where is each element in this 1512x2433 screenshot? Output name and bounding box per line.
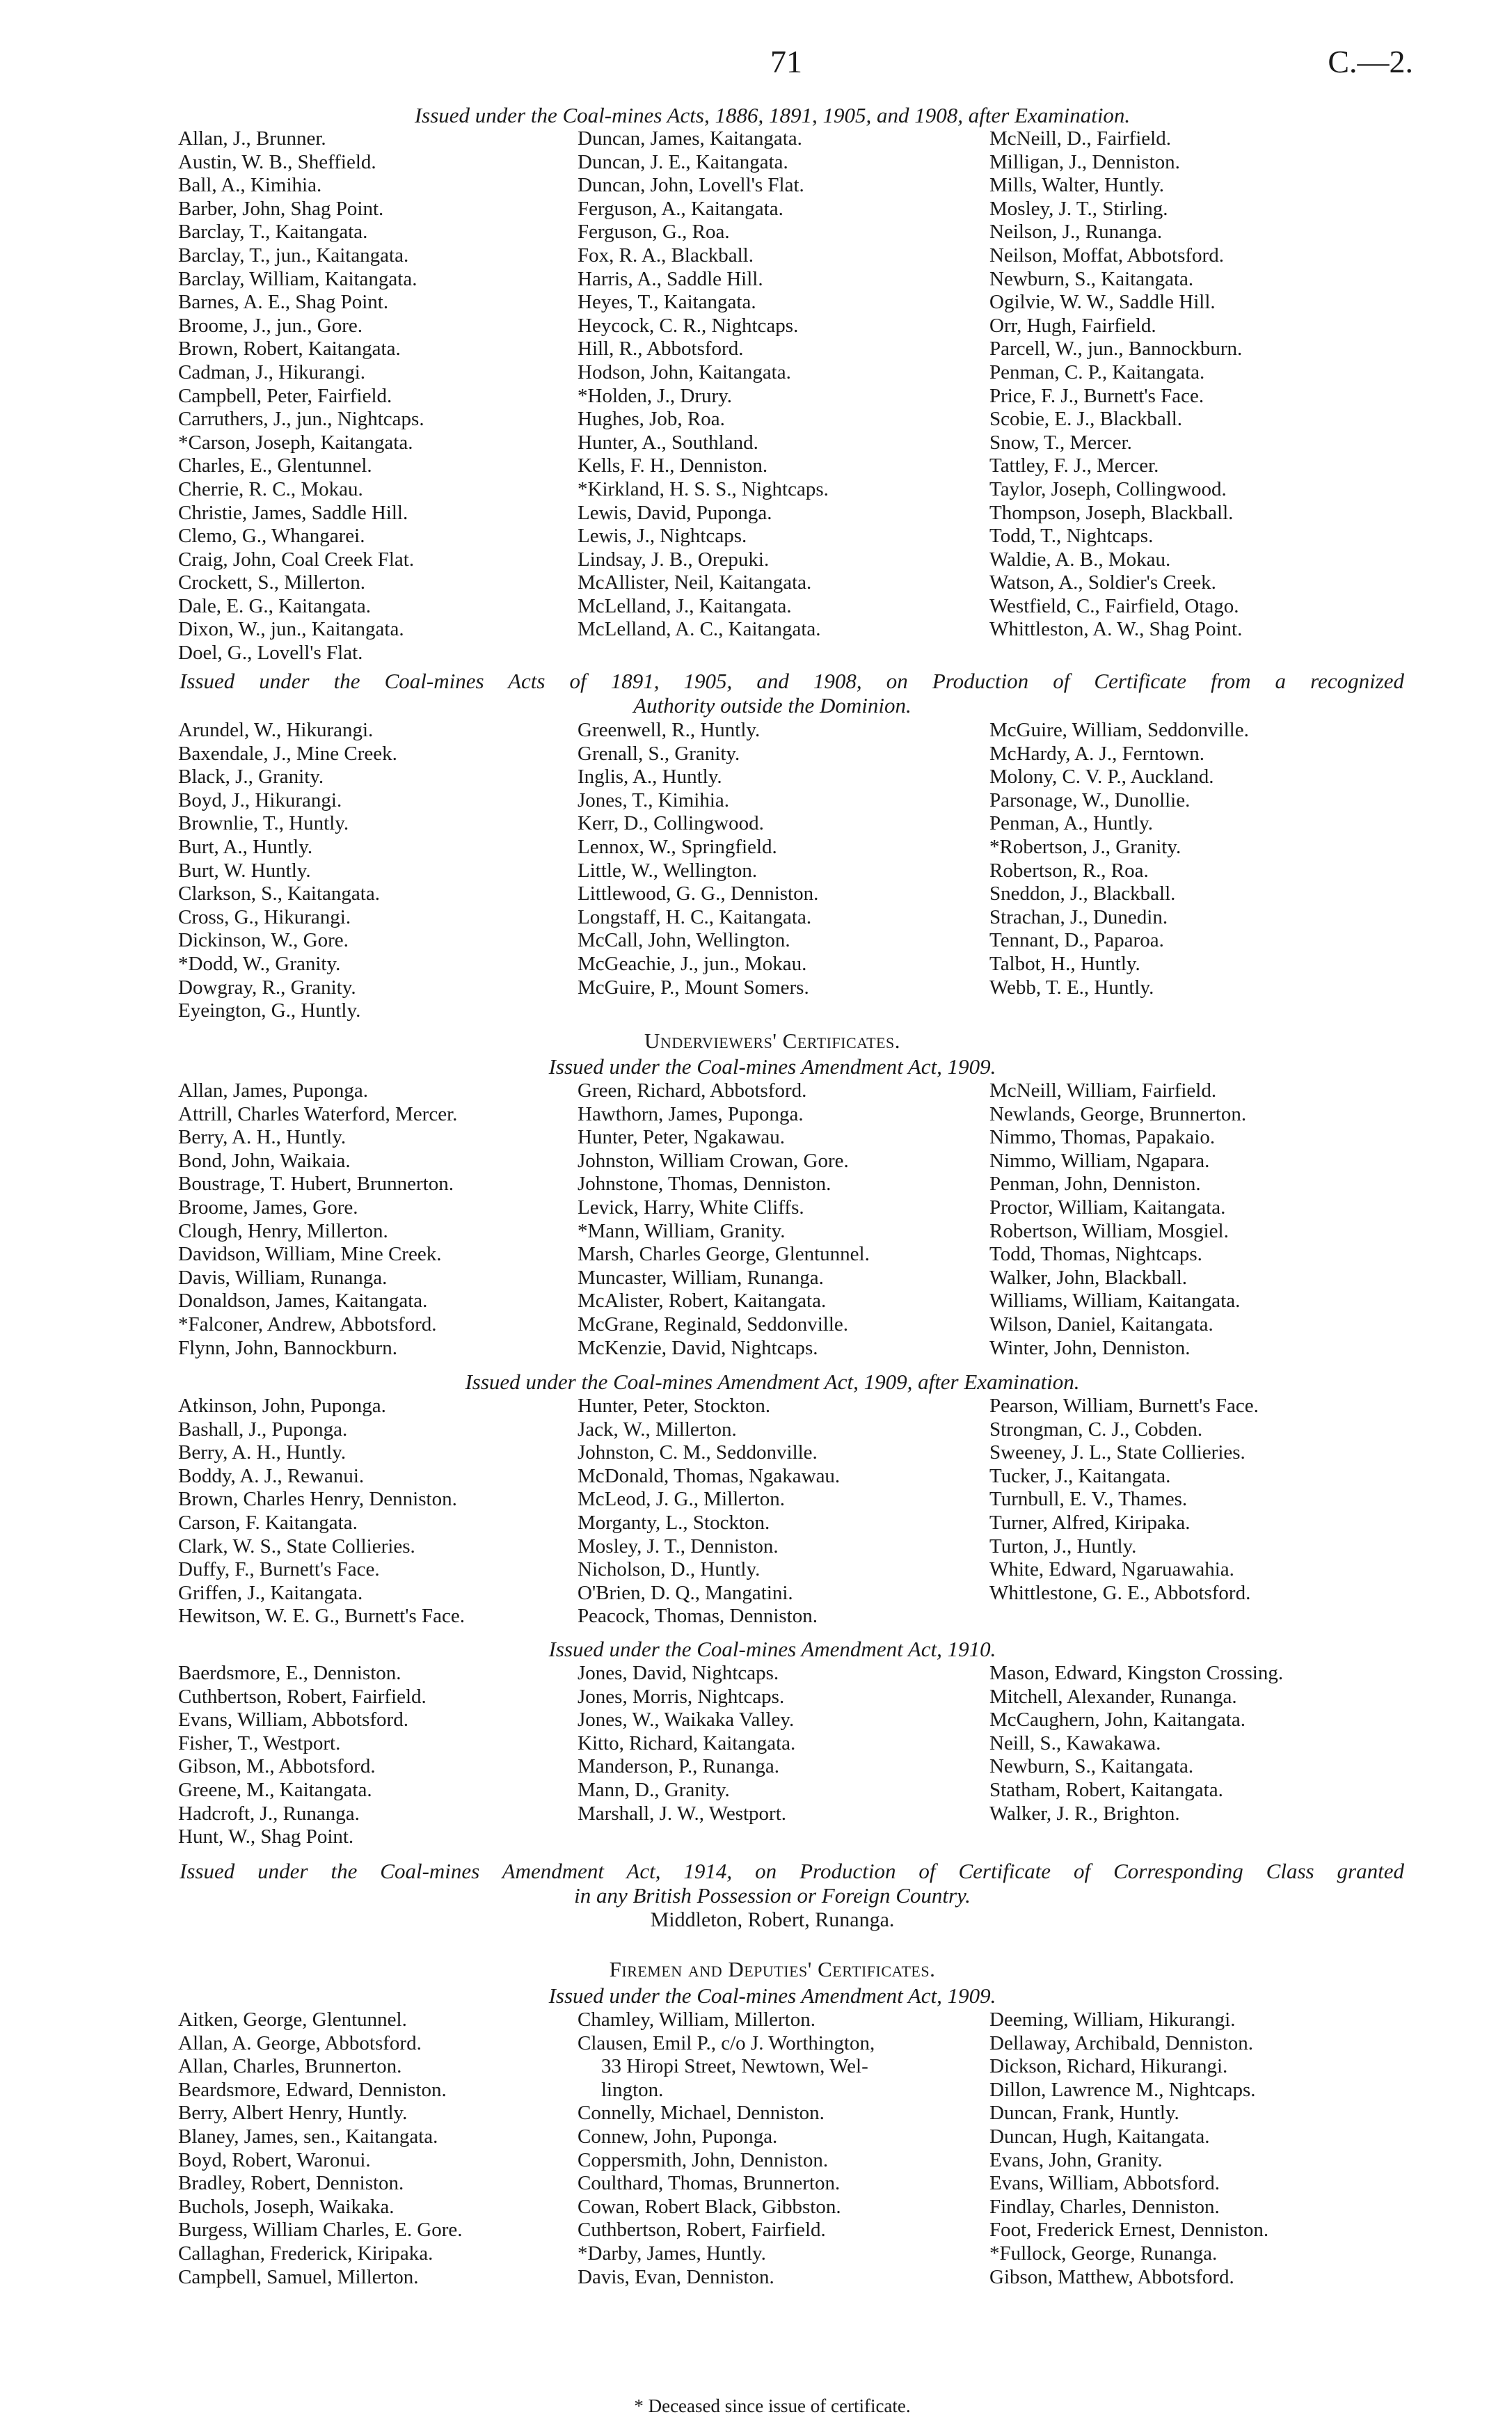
list-item: Tucker, J., Kaitangata. [989, 1464, 1171, 1487]
list-item: Orr, Hugh, Fairfield. [989, 314, 1156, 337]
list-item: Aitken, George, Glentunnel. [178, 2008, 407, 2031]
list-item: Newlands, George, Brunnerton. [989, 1102, 1247, 1125]
list-item: Ferguson, A., Kaitangata. [578, 197, 783, 220]
list-item: Snow, T., Mercer. [989, 431, 1132, 454]
list-item: Morganty, L., Stockton. [578, 1511, 770, 1534]
list-item: Waldie, A. B., Mokau. [989, 548, 1171, 571]
list-item: Evans, William, Abbotsford. [989, 2172, 1220, 2195]
list-item: Lindsay, J. B., Orepuki. [578, 548, 770, 571]
list-item: McLelland, J., Kaitangata. [578, 594, 792, 617]
list-item: Broome, J., jun., Gore. [178, 314, 363, 337]
list-item: Evans, John, Granity. [989, 2148, 1163, 2171]
list-item: Watson, A., Soldier's Creek. [989, 571, 1216, 594]
list-item: Mann, D., Granity. [578, 1778, 730, 1801]
list-item: McKenzie, David, Nightcaps. [578, 1336, 818, 1359]
list-item: McGeachie, J., jun., Mokau. [578, 952, 807, 975]
list-item: Bond, John, Waikaia. [178, 1149, 351, 1172]
list-item: White, Edward, Ngaruawahia. [989, 1558, 1234, 1581]
list-item: Johnstone, Thomas, Denniston. [578, 1173, 831, 1196]
list-item: Berry, Albert Henry, Huntly. [178, 2102, 408, 2125]
list-item: Greenwell, R., Huntly. [578, 719, 761, 741]
name-column [989, 719, 1249, 999]
list-item: Dillon, Lawrence M., Nightcaps. [989, 2078, 1256, 2101]
list-item: Kerr, D., Collingwood. [578, 812, 764, 835]
list-item: Nimmo, William, Ngapara. [989, 1149, 1210, 1172]
list-item: Neill, S., Kawakawa. [989, 1731, 1161, 1754]
list-item: Duncan, John, Lovell's Flat. [578, 174, 804, 197]
name-column [178, 1395, 465, 1628]
list-item: Jones, David, Nightcaps. [578, 1662, 779, 1684]
list-item: Allan, A. George, Abbotsford. [178, 2031, 422, 2054]
name-column [178, 1662, 427, 1849]
list-item: Turton, J., Huntly. [989, 1535, 1137, 1558]
section-heading-continued: in any British Possession or Foreign Country. [574, 1883, 971, 1908]
section-heading: Issued under the Coal-mines Acts of 1891, 1905, and 1908, on Production of Certificate from a recognized [180, 669, 1404, 693]
list-item: Atkinson, John, Puponga. [178, 1395, 386, 1417]
name-column [578, 1395, 840, 1628]
list-item: Little, W., Wellington. [578, 859, 758, 882]
list-item: Cadman, J., Hikurangi. [178, 360, 366, 383]
list-item: Grenall, S., Granity. [578, 742, 740, 765]
list-item: Carruthers, J., jun., Nightcaps. [178, 408, 424, 431]
list-item: Lewis, J., Nightcaps. [578, 525, 747, 548]
list-item: Dellaway, Archibald, Denniston. [989, 2031, 1254, 2054]
name-column [578, 719, 818, 999]
list-item: Craig, John, Coal Creek Flat. [178, 548, 415, 571]
list-item: Johnston, C. M., Seddonville. [578, 1441, 818, 1464]
list-item: Walker, John, Blackball. [989, 1266, 1188, 1289]
list-item: Austin, W. B., Sheffield. [178, 150, 376, 173]
list-item: Hunter, A., Southland. [578, 431, 758, 454]
list-item: Boddy, A. J., Rewanui. [178, 1464, 365, 1487]
list-item: Lennox, W., Springfield. [578, 835, 777, 858]
list-item: Fox, R. A., Blackball. [578, 244, 754, 267]
list-item: Cuthbertson, Robert, Fairfield. [578, 2219, 826, 2242]
list-item: Statham, Robert, Kaitangata. [989, 1778, 1223, 1801]
list-item: *Robertson, J., Granity. [989, 835, 1181, 858]
list-item: Barclay, T., jun., Kaitangata. [178, 244, 409, 267]
list-item: *Mann, William, Granity. [578, 1219, 786, 1242]
list-item: Thompson, Joseph, Blackball. [989, 501, 1234, 524]
list-item: Turnbull, E. V., Thames. [989, 1488, 1188, 1511]
list-item: 33 Hiropi Street, Newtown, Wel- [601, 2055, 868, 2078]
name-column [989, 1662, 1283, 1825]
list-item: Nicholson, D., Huntly. [578, 1558, 761, 1581]
list-item: Hadcroft, J., Runanga. [178, 1802, 360, 1825]
list-item: McNeill, William, Fairfield. [989, 1079, 1217, 1102]
list-item: *Dodd, W., Granity. [178, 952, 341, 975]
list-item: Newburn, S., Kaitangata. [989, 267, 1194, 290]
list-item: Burt, A., Huntly. [178, 835, 313, 858]
list-item: Manderson, P., Runanga. [578, 1755, 779, 1778]
list-item: McCaughern, John, Kaitangata. [989, 1709, 1246, 1731]
list-item: Strongman, C. J., Cobden. [989, 1418, 1203, 1441]
list-item: *Kirkland, H. S. S., Nightcaps. [578, 477, 829, 500]
list-item: Baerdsmore, E., Denniston. [178, 1662, 401, 1684]
list-item: Wilson, Daniel, Kaitangata. [989, 1313, 1213, 1336]
list-item: Boyd, J., Hikurangi. [178, 788, 342, 811]
list-item: Jack, W., Millerton. [578, 1418, 737, 1441]
list-item: Fisher, T., Westport. [178, 1731, 341, 1754]
name-column [989, 127, 1242, 642]
list-item: Hughes, Job, Roa. [578, 408, 725, 431]
list-item: Allan, Charles, Brunnerton. [178, 2055, 402, 2078]
list-item: Williams, William, Kaitangata. [989, 1290, 1241, 1313]
list-item: *Fullock, George, Runanga. [989, 2242, 1218, 2265]
name-column [178, 127, 424, 665]
list-item: Davis, Evan, Denniston. [578, 2265, 774, 2288]
list-item: Dale, E. G., Kaitangata. [178, 594, 372, 617]
name-column [578, 1662, 795, 1825]
list-item: Mosley, J. T., Stirling. [989, 197, 1168, 220]
list-item: Hawthorn, James, Puponga. [578, 1102, 804, 1125]
list-item: Clark, W. S., State Collieries. [178, 1535, 415, 1558]
section-heading: Issued under the Coal-mines Amendment Act, 1909, after Examination. [465, 1370, 1080, 1394]
list-item: Brownlie, T., Huntly. [178, 812, 349, 835]
list-item: Mills, Walter, Huntly. [989, 174, 1165, 197]
list-item: McGuire, P., Mount Somers. [578, 976, 809, 999]
list-item: Dixon, W., jun., Kaitangata. [178, 618, 404, 641]
list-item: Burt, W. Huntly. [178, 859, 311, 882]
list-item: Ogilvie, W. W., Saddle Hill. [989, 291, 1216, 314]
list-item: Heycock, C. R., Nightcaps. [578, 314, 799, 337]
list-item: Mason, Edward, Kingston Crossing. [989, 1662, 1284, 1684]
list-item: McAlister, Robert, Kaitangata. [578, 1290, 827, 1313]
section-heading: Issued under the Coal-mines Amendment Act, 1909. [548, 1983, 996, 2008]
list-item: Campbell, Peter, Fairfield. [178, 384, 392, 407]
name-column [989, 1395, 1259, 1605]
list-item: Clemo, G., Whangarei. [178, 525, 365, 548]
list-item: Marshall, J. W., Westport. [578, 1802, 787, 1825]
list-item: *Darby, James, Huntly. [578, 2242, 766, 2265]
list-item: Westfield, C., Fairfield, Otago. [989, 594, 1239, 617]
list-item: Clausen, Emil P., c/o J. Worthington, [578, 2031, 875, 2054]
list-item: Duncan, Hugh, Kaitangata. [989, 2125, 1210, 2148]
list-item: Cross, G., Hikurangi. [178, 905, 351, 928]
list-item: Parsonage, W., Dunollie. [989, 788, 1191, 811]
list-item: Scobie, E. J., Blackball. [989, 408, 1183, 431]
list-item: Jones, T., Kimihia. [578, 788, 730, 811]
name-column [578, 127, 829, 642]
certificate-entry: Middleton, Robert, Runanga. [650, 1908, 895, 1931]
list-item: McGrane, Reginald, Seddonville. [578, 1313, 848, 1336]
name-column [989, 2008, 1268, 2289]
list-item: Winter, John, Denniston. [989, 1336, 1191, 1359]
list-item: Webb, T. E., Huntly. [989, 976, 1154, 999]
section-heading: Issued under the Coal-mines Acts, 1886, 1891, 1905, and 1908, after Examination. [414, 103, 1131, 127]
list-item: Whittleston, A. W., Shag Point. [989, 618, 1243, 641]
list-item: Barclay, T., Kaitangata. [178, 221, 368, 244]
list-item: Ball, A., Kimihia. [178, 174, 322, 197]
list-item: Deeming, William, Hikurangi. [989, 2008, 1236, 2031]
list-item: Boustrage, T. Hubert, Brunnerton. [178, 1173, 454, 1196]
list-item: Jones, W., Waikaka Valley. [578, 1709, 795, 1731]
list-item: Cherrie, R. C., Mokau. [178, 477, 363, 500]
list-item: McGuire, William, Seddonville. [989, 719, 1249, 741]
list-item: Dickinson, W., Gore. [178, 929, 349, 952]
list-item: Pearson, William, Burnett's Face. [989, 1395, 1259, 1417]
list-item: Hill, R., Abbotsford. [578, 338, 744, 360]
list-item: McAllister, Neil, Kaitangata. [578, 571, 812, 594]
list-item: Gibson, M., Abbotsford. [178, 1755, 376, 1778]
section-heading: Issued under the Coal-mines Amendment Act, 1914, on Production of Certificate of Corresponding Class granted [180, 1859, 1404, 1883]
list-item: Flynn, John, Bannockburn. [178, 1336, 397, 1359]
list-item: Foot, Frederick Ernest, Denniston. [989, 2219, 1269, 2242]
list-item: Barber, John, Shag Point. [178, 197, 384, 220]
list-item: Callaghan, Frederick, Kiripaka. [178, 2242, 433, 2265]
list-item: Barnes, A. E., Shag Point. [178, 291, 389, 314]
list-item: Connelly, Michael, Denniston. [578, 2102, 825, 2125]
list-item: Walker, J. R., Brighton. [989, 1802, 1180, 1825]
list-item: Price, F. J., Burnett's Face. [989, 384, 1204, 407]
list-item: McHardy, A. J., Ferntown. [989, 742, 1205, 765]
name-column [178, 719, 397, 1023]
list-item: Buchols, Joseph, Waikaka. [178, 2195, 395, 2218]
list-item: Inglis, A., Huntly. [578, 766, 722, 788]
list-item: Boyd, Robert, Waronui. [178, 2148, 371, 2171]
list-item: Proctor, William, Kaitangata. [989, 1196, 1226, 1219]
name-column [178, 2008, 463, 2289]
list-item: Mosley, J. T., Denniston. [578, 1535, 779, 1558]
list-item: Ferguson, G., Roa. [578, 221, 730, 244]
list-item: Davidson, William, Mine Creek. [178, 1243, 442, 1266]
list-item: *Falconer, Andrew, Abbotsford. [178, 1313, 437, 1336]
list-item: Mitchell, Alexander, Runanga. [989, 1685, 1237, 1708]
list-item: Barclay, William, Kaitangata. [178, 267, 417, 290]
list-item: Turner, Alfred, Kiripaka. [989, 1511, 1191, 1534]
list-item: Allan, J., Brunner. [178, 127, 326, 150]
list-item: Penman, C. P., Kaitangata. [989, 360, 1205, 383]
list-item: Milligan, J., Denniston. [989, 150, 1180, 173]
list-item: Lewis, David, Puponga. [578, 501, 772, 524]
list-item: Dowgray, R., Granity. [178, 976, 356, 999]
section-heading-continued: Authority outside the Dominion. [633, 693, 912, 718]
list-item: Broome, James, Gore. [178, 1196, 358, 1219]
list-item: Donaldson, James, Kaitangata. [178, 1290, 428, 1313]
list-item: Jones, Morris, Nightcaps. [578, 1685, 785, 1708]
section-heading: Issued under the Coal-mines Amendment Act, 1909. [548, 1054, 996, 1079]
list-item: Taylor, Joseph, Collingwood. [989, 477, 1227, 500]
list-item: O'Brien, D. Q., Mangatini. [578, 1581, 793, 1604]
list-item: Connew, John, Puponga. [578, 2125, 778, 2148]
list-item: Johnston, William Crowan, Gore. [578, 1149, 849, 1172]
certificate-class-title: Underviewers' Certificates. [644, 1029, 900, 1053]
list-item: Griffen, J., Kaitangata. [178, 1581, 363, 1604]
list-item: Heyes, T., Kaitangata. [578, 291, 756, 314]
list-item: Coulthard, Thomas, Brunnerton. [578, 2172, 841, 2195]
list-item: Duffy, F., Burnett's Face. [178, 1558, 380, 1581]
list-item: Talbot, H., Huntly. [989, 952, 1140, 975]
list-item: Blaney, James, sen., Kaitangata. [178, 2125, 438, 2148]
list-item: Evans, William, Abbotsford. [178, 1709, 408, 1731]
list-item: Molony, C. V. P., Auckland. [989, 766, 1214, 788]
list-item: Attrill, Charles Waterford, Mercer. [178, 1102, 458, 1125]
list-item: lington. [601, 2078, 664, 2101]
list-item: Kells, F. H., Denniston. [578, 454, 768, 477]
list-item: McLeod, J. G., Millerton. [578, 1488, 786, 1511]
list-item: Neilson, J., Runanga. [989, 221, 1163, 244]
list-item: Charles, E., Glentunnel. [178, 454, 372, 477]
list-item: Carson, F. Kaitangata. [178, 1511, 358, 1534]
list-item: Baxendale, J., Mine Creek. [178, 742, 397, 765]
list-item: Eyeington, G., Huntly. [178, 999, 361, 1022]
list-item: Duncan, Frank, Huntly. [989, 2102, 1179, 2125]
page-number: 71 [770, 44, 802, 79]
list-item: Marsh, Charles George, Glentunnel. [578, 1243, 870, 1266]
list-item: Burgess, William Charles, E. Gore. [178, 2219, 463, 2242]
list-item: McDonald, Thomas, Ngakawau. [578, 1464, 841, 1487]
list-item: Clarkson, S., Kaitangata. [178, 882, 380, 905]
list-item: Greene, M., Kaitangata. [178, 1778, 372, 1801]
list-item: Duncan, James, Kaitangata. [578, 127, 802, 150]
name-column [578, 1079, 870, 1360]
list-item: Muncaster, William, Runanga. [578, 1266, 824, 1289]
list-item: Hunter, Peter, Stockton. [578, 1395, 771, 1417]
list-item: Brown, Charles Henry, Denniston. [178, 1488, 457, 1511]
list-item: Berry, A. H., Huntly. [178, 1126, 347, 1149]
list-item: Newburn, S., Kaitangata. [989, 1755, 1194, 1778]
list-item: Dickson, Richard, Hikurangi. [989, 2055, 1228, 2078]
list-item: Peacock, Thomas, Denniston. [578, 1605, 818, 1628]
list-item: Longstaff, H. C., Kaitangata. [578, 905, 812, 928]
list-item: Doel, G., Lovell's Flat. [178, 642, 363, 665]
name-column [178, 1079, 457, 1360]
name-column [989, 1079, 1246, 1360]
list-item: Black, J., Granity. [178, 766, 324, 788]
list-item: Sneddon, J., Blackball. [989, 882, 1176, 905]
list-item: Whittlestone, G. E., Abbotsford. [989, 1581, 1251, 1604]
list-item: Nimmo, Thomas, Papakaio. [989, 1126, 1216, 1149]
list-item: Cuthbertson, Robert, Fairfield. [178, 1685, 427, 1708]
list-item: Arundel, W., Hikurangi. [178, 719, 374, 741]
list-item: McNeill, D., Fairfield. [989, 127, 1171, 150]
list-item: Neilson, Moffat, Abbotsford. [989, 244, 1224, 267]
list-item: Hunter, Peter, Ngakawau. [578, 1126, 786, 1149]
list-item: Todd, T., Nightcaps. [989, 525, 1154, 548]
list-item: Harris, A., Saddle Hill. [578, 267, 763, 290]
list-item: Bradley, Robert, Denniston. [178, 2172, 404, 2195]
list-item: Strachan, J., Dunedin. [989, 905, 1168, 928]
list-item: Tattley, F. J., Mercer. [989, 454, 1159, 477]
list-item: Chamley, William, Millerton. [578, 2008, 815, 2031]
footnote: * Deceased since issue of certificate. [634, 2395, 911, 2416]
list-item: Gibson, Matthew, Abbotsford. [989, 2265, 1234, 2288]
list-item: Clough, Henry, Millerton. [178, 1219, 388, 1242]
list-item: Littlewood, G. G., Denniston. [578, 882, 819, 905]
list-item: Robertson, William, Mosgiel. [989, 1219, 1229, 1242]
list-item: McCall, John, Wellington. [578, 929, 790, 952]
list-item: Christie, James, Saddle Hill. [178, 501, 408, 524]
list-item: Davis, William, Runanga. [178, 1266, 388, 1289]
list-item: Penman, A., Huntly. [989, 812, 1153, 835]
certificate-class-title: Firemen and Deputies' Certificates. [609, 1957, 936, 1981]
section-heading: Issued under the Coal-mines Amendment Act, 1910. [548, 1637, 996, 1661]
list-item: Green, Richard, Abbotsford. [578, 1079, 807, 1102]
list-item: Campbell, Samuel, Millerton. [178, 2265, 419, 2288]
list-item: Coppersmith, John, Denniston. [578, 2148, 829, 2171]
list-item: McLelland, A. C., Kaitangata. [578, 618, 821, 641]
list-item: Kitto, Richard, Kaitangata. [578, 1731, 796, 1754]
list-item: Bashall, J., Puponga. [178, 1418, 348, 1441]
list-item: Sweeney, J. L., State Collieries. [989, 1441, 1246, 1464]
list-item: Todd, Thomas, Nightcaps. [989, 1243, 1202, 1266]
list-item: *Holden, J., Drury. [578, 384, 733, 407]
list-item: Cowan, Robert Black, Gibbston. [578, 2195, 841, 2218]
list-item: Crockett, S., Millerton. [178, 571, 366, 594]
list-item: Hunt, W., Shag Point. [178, 1825, 354, 1848]
series-code: C.—2. [1328, 44, 1413, 79]
list-item: Hodson, John, Kaitangata. [578, 360, 791, 383]
list-item: Penman, John, Denniston. [989, 1173, 1201, 1196]
list-item: Allan, James, Puponga. [178, 1079, 369, 1102]
list-item: Parcell, W., jun., Bannockburn. [989, 338, 1243, 360]
list-item: Duncan, J. E., Kaitangata. [578, 150, 788, 173]
name-column [578, 2008, 875, 2289]
list-item: Robertson, R., Roa. [989, 859, 1149, 882]
list-item: Findlay, Charles, Denniston. [989, 2195, 1220, 2218]
list-item: Levick, Harry, White Cliffs. [578, 1196, 804, 1219]
list-item: *Carson, Joseph, Kaitangata. [178, 431, 413, 454]
list-item: Berry, A. H., Huntly. [178, 1441, 347, 1464]
list-item: Beardsmore, Edward, Denniston. [178, 2078, 447, 2101]
list-item: Brown, Robert, Kaitangata. [178, 338, 401, 360]
list-item: Hewitson, W. E. G., Burnett's Face. [178, 1605, 465, 1628]
list-item: Tennant, D., Paparoa. [989, 929, 1164, 952]
